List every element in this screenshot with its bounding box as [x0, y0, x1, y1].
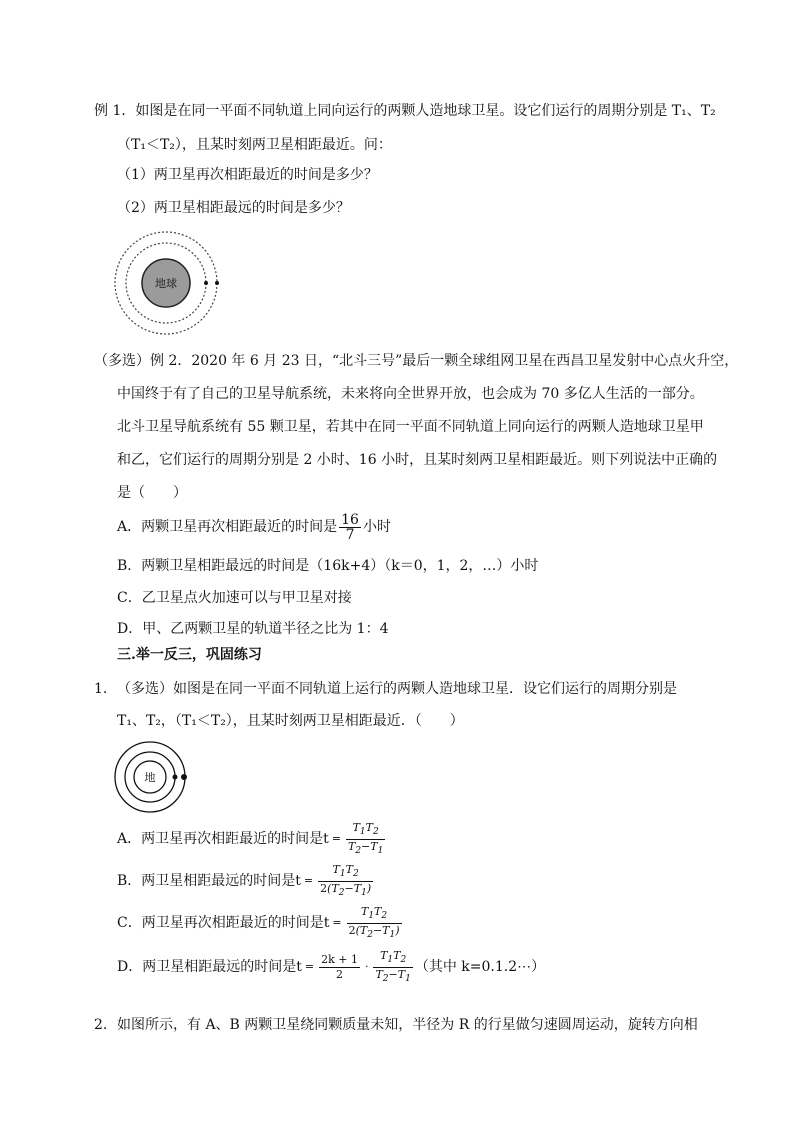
- p1-option-b: [117, 861, 375, 901]
- ex2-option-b: B．两颗卫星相距最远的时间是（16k+4）（k＝0，1，2，…）小时: [117, 558, 539, 574]
- fraction-denominator: 7: [339, 527, 361, 542]
- ex2-option-a-unit: 小时: [362, 519, 391, 535]
- ex2-line4: 和乙，它们运行的周期分别是 2 小时、16 小时，且某时刻两卫星相距最近。则下列说法中正确的: [117, 452, 718, 468]
- formula-numerator: $T_1T_2$: [352, 820, 379, 837]
- option-b-text: B．两卫星相距最远的时间是t: [117, 873, 301, 889]
- option-d-formula: [373, 949, 412, 986]
- option-c-formula: [347, 905, 402, 942]
- satellite-inner: [204, 281, 208, 285]
- option-a-formula: [346, 821, 385, 858]
- option-d-text: D．两卫星相距最远的时间是t: [117, 959, 302, 975]
- ex1-question-1: （1）两卫星再次相距最近的时间是多少？: [117, 167, 378, 183]
- formula-numerator: $T_1T_2$: [360, 904, 388, 921]
- formula-denominator: $2(T_2-T_1)$: [320, 881, 372, 898]
- equals-sign: =: [332, 916, 342, 929]
- ex2-line5: 是（ ）: [117, 485, 187, 501]
- ex2-option-d: D．甲、乙两颗卫星的轨道半径之比为 1：4: [117, 621, 389, 637]
- option-b-formula: [318, 863, 373, 900]
- option-d-k-fraction: [319, 953, 360, 982]
- ex2-line2: 中国终于有了自己的卫星导航系统，未来将向全世界开放，也会成为 70 多亿人生活的一部分。: [117, 386, 704, 402]
- ex2-option-a-fraction: [339, 513, 361, 542]
- formula-denominator: $T_2-T_1$: [347, 839, 384, 856]
- p1-option-d: [117, 946, 545, 988]
- equals-sign: =: [303, 874, 314, 887]
- formula-denominator: $T_2-T_1$: [375, 967, 411, 984]
- option-a-text: A．两卫星再次相距最近的时间是t: [117, 831, 329, 847]
- option-d-k-range: （其中 k=0.1.2⋯）: [414, 959, 546, 975]
- fraction-denominator: 2: [319, 967, 360, 982]
- ex1-orbit-diagram: [113, 230, 223, 340]
- dot-operator: ·: [364, 960, 369, 973]
- satellite-outer: [215, 281, 219, 285]
- ex2-option-c: C．乙卫星点火加速可以与甲卫星对接: [117, 590, 352, 606]
- earth-label: 地球: [155, 277, 177, 290]
- satellite-outer: [181, 774, 187, 780]
- p1-option-c: [117, 903, 404, 943]
- ex2-option-a: [117, 512, 391, 542]
- p2-number: 2.: [94, 1017, 108, 1033]
- ex1-line1: 例 1．如图是在同一平面不同轨道上同向运行的两颗人造地球卫星。设它们运行的周期分别是 T₁、T₂: [94, 103, 716, 119]
- formula-denominator: $2(T_2-T_1)$: [348, 923, 400, 940]
- p1-line2: T₁、T₂，（T₁＜T₂），且某时刻两卫星相距最近．（ ）: [117, 713, 464, 729]
- ex1-question-2: （2）两卫星相距最远的时间是多少？: [117, 200, 350, 216]
- equals-sign: =: [304, 960, 315, 973]
- p1-line1: （多选）如图是在同一平面不同轨道上运行的两颗人造地球卫星．设它们运行的周期分别是: [117, 681, 677, 697]
- formula-numerator: $T_1T_2$: [332, 862, 359, 879]
- option-c-text: C．两卫星再次相距最近的时间是t: [117, 915, 330, 931]
- p1-option-a: [117, 819, 387, 859]
- p1-number: 1.: [94, 681, 108, 697]
- ex2-option-a-text: A．两颗卫星再次相距最近的时间是: [117, 519, 338, 535]
- p2-line1: 如图所示，有 A、B 两颗卫星绕同颗质量未知，半径为 R 的行星做匀速圆周运动，旋转方向相: [117, 1017, 698, 1033]
- fraction-numerator: 2k + 1: [321, 952, 358, 966]
- satellite-inner: [173, 775, 178, 780]
- earth-label: 地: [144, 771, 156, 784]
- equals-sign: =: [331, 832, 341, 845]
- ex1-line2: （T₁＜T₂），且某时刻两卫星相距最近。问：: [117, 137, 392, 153]
- ex2-line1: （多选）例 2．2020 年 6 月 23 日，“北斗三号”最后一颗全球组网卫星在西昌卫星发射中心点火升空，: [94, 353, 739, 369]
- formula-numerator: $T_1T_2$: [380, 948, 407, 965]
- p1-orbit-diagram: [112, 740, 192, 816]
- section-title: 三.举一反三，巩固练习: [117, 647, 262, 663]
- fraction-numerator: 16: [341, 511, 359, 528]
- ex2-line3: 北斗卫星导航系统有 55 颗卫星，若其中在同一平面不同轨道上同向运行的两颗人造地球卫星甲: [117, 419, 704, 435]
